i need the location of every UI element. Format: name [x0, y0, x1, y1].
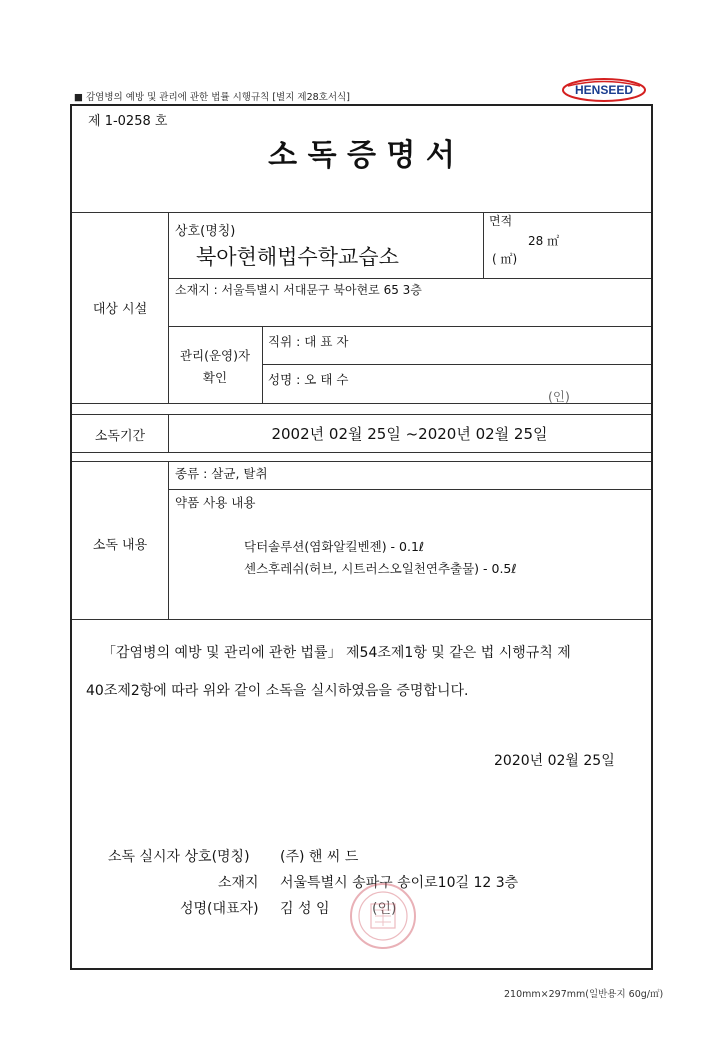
statement-line: 「감염병의 예방 및 관리에 관한 법률」 제54조제1항 및 같은 법 시행규칙 제 [102, 645, 571, 661]
manager-label-line1: 관리(운영)자 [179, 348, 251, 363]
performer-address-label: 소재지 [218, 875, 259, 891]
manager-name: 성명 : 오 태 수 [268, 372, 349, 387]
facility-section-label: 대상 시설 [92, 302, 148, 317]
area-alt: ( ㎡) [492, 252, 518, 266]
performer-company: (주) 핸 씨 드 [280, 849, 359, 865]
form-reference-note: ■ 감염병의 예방 및 관리에 관한 법률 시행규칙 [별지 제28호서식] [74, 92, 350, 103]
statement-line: 40조제2항에 따라 위와 같이 소독을 실시하였음을 증명합니다. [86, 683, 469, 699]
logo-text: HENSEED [574, 83, 634, 97]
performer-seal-mark: (인) [372, 901, 397, 917]
business-name-label: 상호(명칭) [175, 224, 236, 239]
certificate-title: 소 독 증 명 서 [268, 138, 455, 173]
chemical-usage-label: 약품 사용 내용 [175, 495, 256, 510]
disinfection-type: 종류 : 살균, 탈취 [175, 466, 268, 481]
area-value: 28 ㎡ [528, 234, 560, 248]
period-label: 소독기간 [94, 429, 146, 444]
period-value: 2002년 02월 25일 ~2020년 02월 25일 [271, 425, 548, 443]
manager-label-line2: 확인 [202, 370, 228, 385]
certificate-number: 제 1-0258 호 [88, 114, 168, 129]
company-logo [562, 78, 646, 102]
paper-spec: 210mm×297mm(일반용지 60g/㎡) [504, 989, 664, 1000]
business-name: 북아현해법수학교습소 [196, 245, 399, 269]
company-stamp [340, 876, 426, 956]
chemical-item: 닥터솔루션(염화알킬벤젠) - 0.1ℓ [244, 539, 425, 554]
performer-company-label: 소독 실시자 상호(명칭) [108, 849, 250, 865]
manager-seal: (인) [548, 389, 570, 404]
facility-address: 소재지 : 서울특별시 서대문구 북아현로 65 3층 [175, 283, 422, 297]
statement-date: 2020년 02월 25일 [494, 753, 615, 769]
manager-position: 직위 : 대 표 자 [268, 334, 349, 349]
chemical-item: 센스후레쉬(허브, 시트러스오일천연추출물) - 0.5ℓ [244, 561, 517, 576]
content-label: 소독 내용 [92, 538, 148, 553]
performer-rep-label: 성명(대표자) [180, 901, 259, 917]
performer-address: 서울특별시 송파구 송이로10길 12 3층 [280, 875, 519, 891]
area-label: 면적 [489, 214, 513, 228]
certificate-frame [70, 104, 653, 970]
performer-rep-name: 김 성 임 [280, 901, 330, 917]
